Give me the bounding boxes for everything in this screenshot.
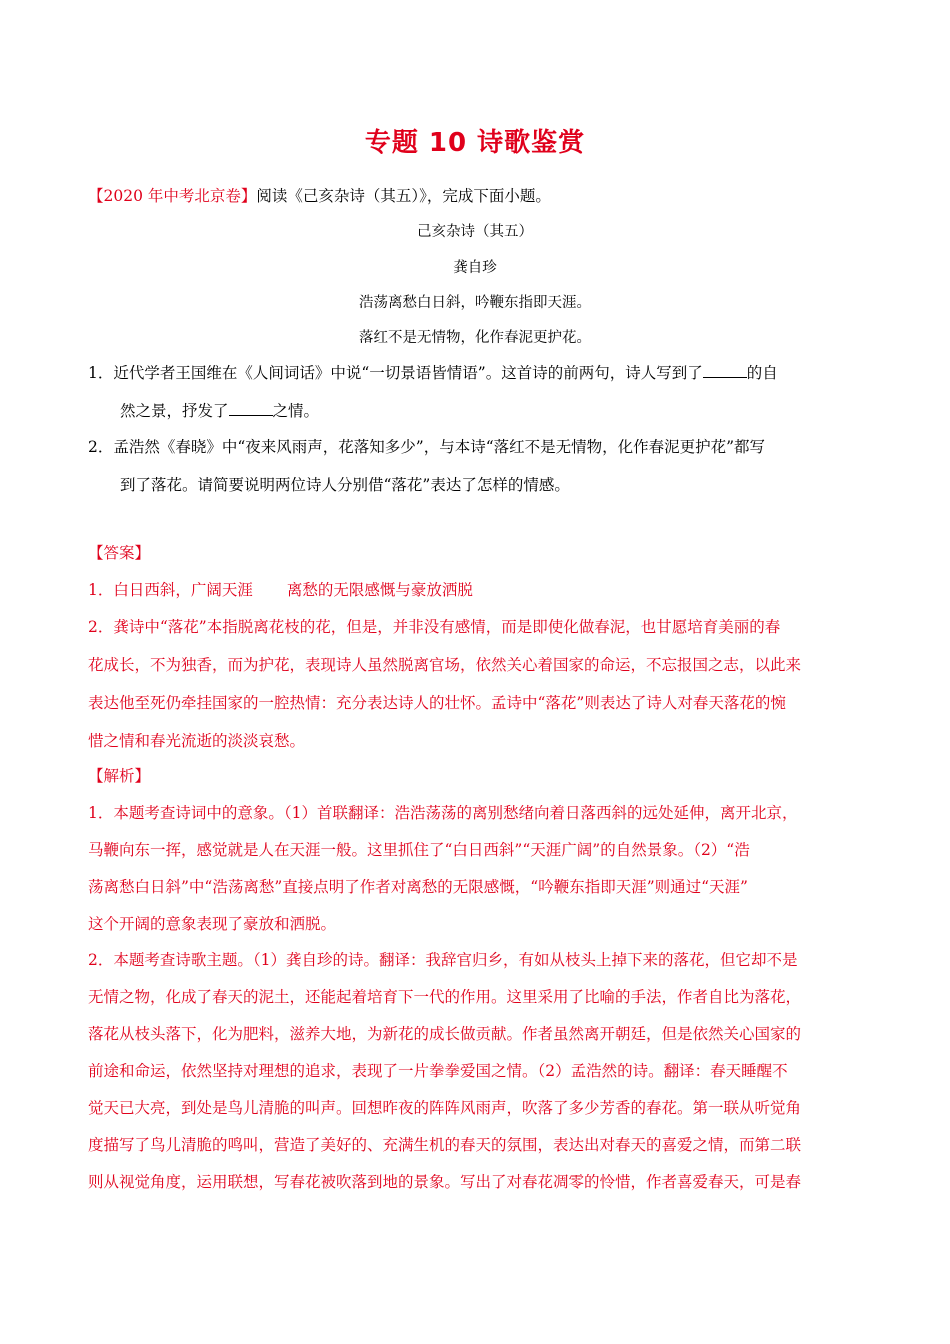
answer-heading: 【答案】 <box>88 544 151 562</box>
poem-title: 己亥杂诗（其五） <box>417 224 533 240</box>
answer-blank <box>229 401 273 416</box>
analysis-2-line-7: 则从视觉角度，运用联想，写春花被吹落到地的景象。写出了对春花凋零的怜惜，作者喜爱春天，可是春 <box>88 1173 802 1191</box>
poem-author: 龚自珍 <box>453 260 497 276</box>
answer-1: 1．白日西斜，广阔天涯 离愁的无限感慨与豪放洒脱 <box>88 581 473 599</box>
analysis-1-line-2: 马鞭向东一挥，感觉就是人在天涯一般。这里抓住了“白日西斜”“天涯广阔”的自然景象。（2）“浩 <box>88 841 750 859</box>
analysis-1-line-3: 荡离愁白日斜”中“浩荡离愁”直接点明了作者对离愁的无限感慨，“吟鞭东指即天涯”则通过“天涯” <box>88 878 748 896</box>
analysis-2-line-3: 落花从枝头落下，化为肥料，滋养大地，为新花的成长做贡献。作者虽然离开朝廷，但是依然关心国家的 <box>88 1025 802 1043</box>
answer-2-line-1: 2．龚诗中“落花”本指脱离花枝的花，但是，并非没有感情，而是即使化做春泥，也甘愿培育美丽的春 <box>88 618 781 636</box>
question-intro <box>88 186 868 206</box>
answer-2-line-2: 花成长，不为独香，而为护花，表现诗人虽然脱离官场，依然关心着国家的命运，不忘报国之志，以此来 <box>88 656 802 674</box>
analysis-2-line-6: 度描写了鸟儿清脆的鸣叫，营造了美好的、充满生机的春天的氛围，表达出对春天的喜爱之情，而第二联 <box>88 1136 802 1154</box>
intro-text: 阅读《己亥杂诗（其五）》，完成下面小题。 <box>256 187 551 205</box>
poem-line-2: 落红不是无情物，化作春泥更护花。 <box>359 330 591 346</box>
analysis-1-line-1: 1．本题考查诗词中的意象。（1）首联翻译：浩浩荡荡的离别愁绪向着日落西斜的远处延伸，离开北京， <box>88 804 798 822</box>
page-title: 专题 10 诗歌鉴赏 <box>364 128 586 158</box>
answer-blank <box>703 363 747 378</box>
analysis-2-line-1: 2．本题考查诗歌主题。（1）龚自珍的诗。翻译：我辞官归乡，有如从枝头上掉下来的落花，但它却不是 <box>88 951 798 969</box>
analysis-2-line-5: 觉天已大亮，到处是鸟儿清脆的叫声。回想昨夜的阵阵风雨声，吹落了多少芳香的春花。第一联从听觉角 <box>88 1099 802 1117</box>
question-2-line-2: 到了落花。请简要说明两位诗人分别借“落花”表达了怎样的情感。 <box>120 476 570 494</box>
question-1-line-2: 然之景，抒发了 之情。 <box>120 402 320 420</box>
analysis-2-line-4: 前途和命运，依然坚持对理想的追求，表现了一片拳拳爱国之情。（2）孟浩然的诗。翻译：春天睡醒不 <box>88 1062 788 1080</box>
analysis-heading: 【解析】 <box>88 767 151 785</box>
answer-2-line-3: 表达他至死仍牵挂国家的一腔热情：充分表达诗人的壮怀。孟诗中“落花”则表达了诗人对春天落花的惋 <box>88 694 786 712</box>
question-1-line-1: 1．近代学者王国维在《人间词话》中说“一切景语皆情语”。这首诗的前两句，诗人写到了 的自 <box>88 364 778 382</box>
answer-2-line-4: 惜之情和春光流逝的淡淡哀愁。 <box>88 732 306 750</box>
question-2-line-1: 2．孟浩然《春晓》中“夜来风雨声，花落知多少”，与本诗“落红不是无情物，化作春泥更护花”都写 <box>88 438 766 456</box>
analysis-2-line-2: 无情之物，化成了春天的泥土，还能起着培育下一代的作用。这里采用了比喻的手法，作者自比为落花， <box>88 988 802 1006</box>
poem-line-1: 浩荡离愁白日斜，吟鞭东指即天涯。 <box>359 295 591 311</box>
source-tag: 【2020 年中考北京卷】 <box>88 187 257 205</box>
analysis-1-line-4: 这个开阔的意象表现了豪放和洒脱。 <box>88 915 337 933</box>
